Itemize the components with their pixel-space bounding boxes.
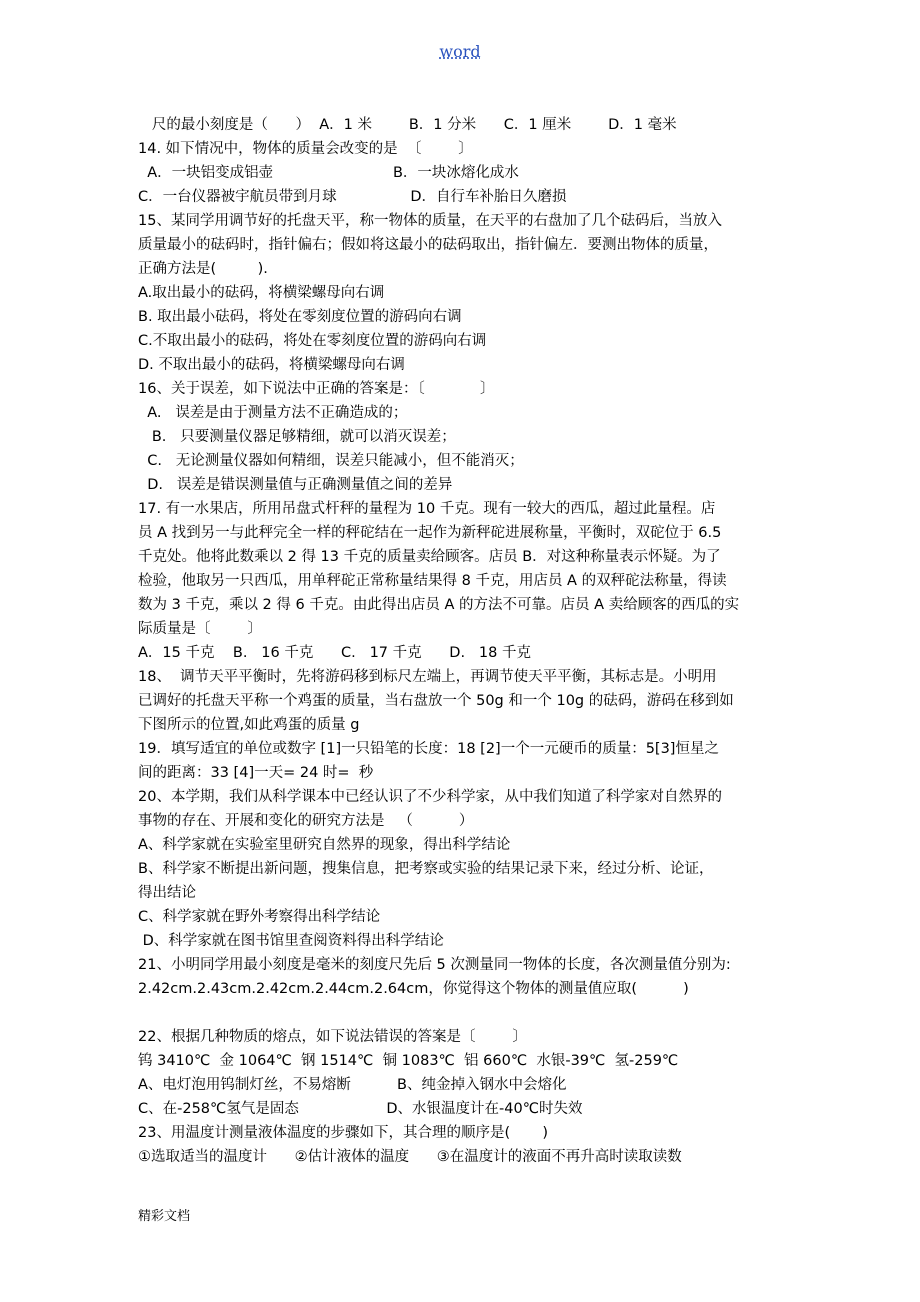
- text-line: 22、根据几种物质的熔点，如下说法错误的答案是〔 〕: [138, 1029, 527, 1045]
- text-line: A.取出最小的砝码，将横梁螺母向右调: [138, 285, 385, 301]
- page-footer: 精彩文档: [138, 1209, 191, 1224]
- text-line: 14. 如下情况中，物体的质量会改变的是 〔 〕: [138, 141, 473, 157]
- text-line: A. 误差是由于测量方法不正确造成的；: [138, 405, 408, 421]
- text-line: 员 A 找到另一与此秤完全一样的秤砣结在一起作为新秤砣进展称量，平衡时，双砣位于 6.5: [138, 525, 722, 541]
- text-line: 质量最小的砝码时，指针偏右；假如将这最小的砝码取出，指针偏左．要测出物体的质量，: [138, 237, 718, 253]
- text-line: B. 只要测量仪器足够精细，就可以消灭误差；: [138, 429, 456, 445]
- text-line: 16、关于误差，如下说法中正确的答案是：〔 〕: [138, 381, 495, 397]
- text-line: 15、某同学用调节好的托盘天平，称一物体的质量，在天平的右盘加了几个砝码后，当放入: [138, 213, 722, 229]
- text-line: ①选取适当的温度计 ②估计液体的温度 ③在温度计的液面不再升高时读取读数: [138, 1149, 682, 1165]
- text-line: C、科学家就在野外考察得出科学结论: [138, 909, 381, 925]
- text-line: 已调好的托盘天平称一个鸡蛋的质量，当右盘放一个 50g 和一个 10g 的砝码，游码在移到如: [138, 693, 734, 709]
- page-header: [0, 42, 920, 61]
- text-line: C、在-258℃氢气是固态 D、水银温度计在-40℃时失效: [138, 1101, 583, 1117]
- text-line: A、科学家就在实验室里研究自然界的现象，得出科学结论: [138, 837, 511, 853]
- text-line: 检验，他取另一只西瓜，用单秤砣正常称量结果得 8 千克，用店员 A 的双秤砣法称量，得读: [138, 573, 727, 589]
- text-line: 21、小明同学用最小刻度是毫米的刻度尺先后 5 次测量同一物体的长度，各次测量值分别为:: [138, 957, 731, 973]
- text-line: D. 不取出最小的砝码，将横梁螺母向右调: [138, 357, 405, 373]
- text-line: 事物的存在、开展和变化的研究方法是 （ ）: [138, 813, 474, 829]
- text-line: 钨 3410℃ 金 1064℃ 钢 1514℃ 铜 1083℃ 铝 660℃ 水银-39℃ 氢-259℃: [138, 1053, 679, 1069]
- text-line: 正确方法是( ).: [138, 261, 268, 277]
- text-line: B. 取出最小砝码，将处在零刻度位置的游码向右调: [138, 309, 462, 325]
- text-line: B、科学家不断提出新问题，搜集信息，把考察或实验的结果记录下来，经过分析、论证，: [138, 861, 714, 877]
- text-line: 17. 有一水果店，所用吊盘式杆秤的量程为 10 千克。现有一较大的西瓜，超过此量程。店: [138, 501, 716, 517]
- text-line: 18、 调节天平平衡时，先将游码移到标尺左端上，再调节使天平平衡，其标志是。小明用: [138, 669, 717, 685]
- text-line: D、科学家就在图书馆里查阅资料得出科学结论: [138, 933, 444, 949]
- text-line: 20、本学期，我们从科学课本中已经认识了不少科学家，从中我们知道了科学家对自然界的: [138, 789, 722, 805]
- text-line: C．一台仪器被宇航员带到月球 D．自行车补胎日久磨损: [138, 189, 567, 205]
- text-line: 千克处。他将此数乘以 2 得 13 千克的质量卖给顾客。店员 B．对这种称量表示怀疑。为了: [138, 549, 721, 565]
- text-line: C. 无论测量仪器如何精细，误差只能减小，但不能消灭；: [138, 453, 524, 469]
- text-line: A．一块铝变成铝壶 B．一块冰熔化成水: [138, 165, 519, 181]
- text-line: D. 误差是错误测量值与正确测量值之间的差异: [138, 477, 453, 493]
- text-line: 间的距离：33 [4]一天= 24 时= 秒: [138, 765, 374, 781]
- text-line: 际质量是〔 〕: [138, 621, 262, 637]
- header-title: word: [439, 42, 481, 61]
- text-line: 得出结论: [138, 885, 196, 901]
- document-body: [138, 113, 798, 1169]
- text-line: 下图所示的位置,如此鸡蛋的质量 g: [138, 717, 360, 733]
- text-line: 2.42cm.2.43cm.2.42cm.2.44cm.2.64cm，你觉得这个物体的测量值应取( ): [138, 981, 689, 997]
- text-line: C.不取出最小的砝码，将处在零刻度位置的游码向右调: [138, 333, 487, 349]
- text-line: 数为 3 千克，乘以 2 得 6 千克。由此得出店员 A 的方法不可靠。店员 A 卖给顾客的西瓜的实: [138, 597, 740, 613]
- text-line: 19．填写适宜的单位或数字 [1]一只铅笔的长度：18 [2]一个一元硬币的质量：5[3]恒星之: [138, 741, 719, 757]
- text-line: 23、用温度计测量液体温度的步骤如下，其合理的顺序是( ): [138, 1125, 549, 1141]
- text-line: A、电灯泡用钨制灯丝，不易熔断 B、纯金掉入钢水中会熔化: [138, 1077, 567, 1093]
- text-line: 尺的最小刻度是（ ） A．1 米 B．1 分米 C．1 厘米 D．1 毫米: [138, 117, 677, 133]
- text-line: A．15 千克 B. 16 千克 C. 17 千克 D. 18 千克: [138, 645, 531, 661]
